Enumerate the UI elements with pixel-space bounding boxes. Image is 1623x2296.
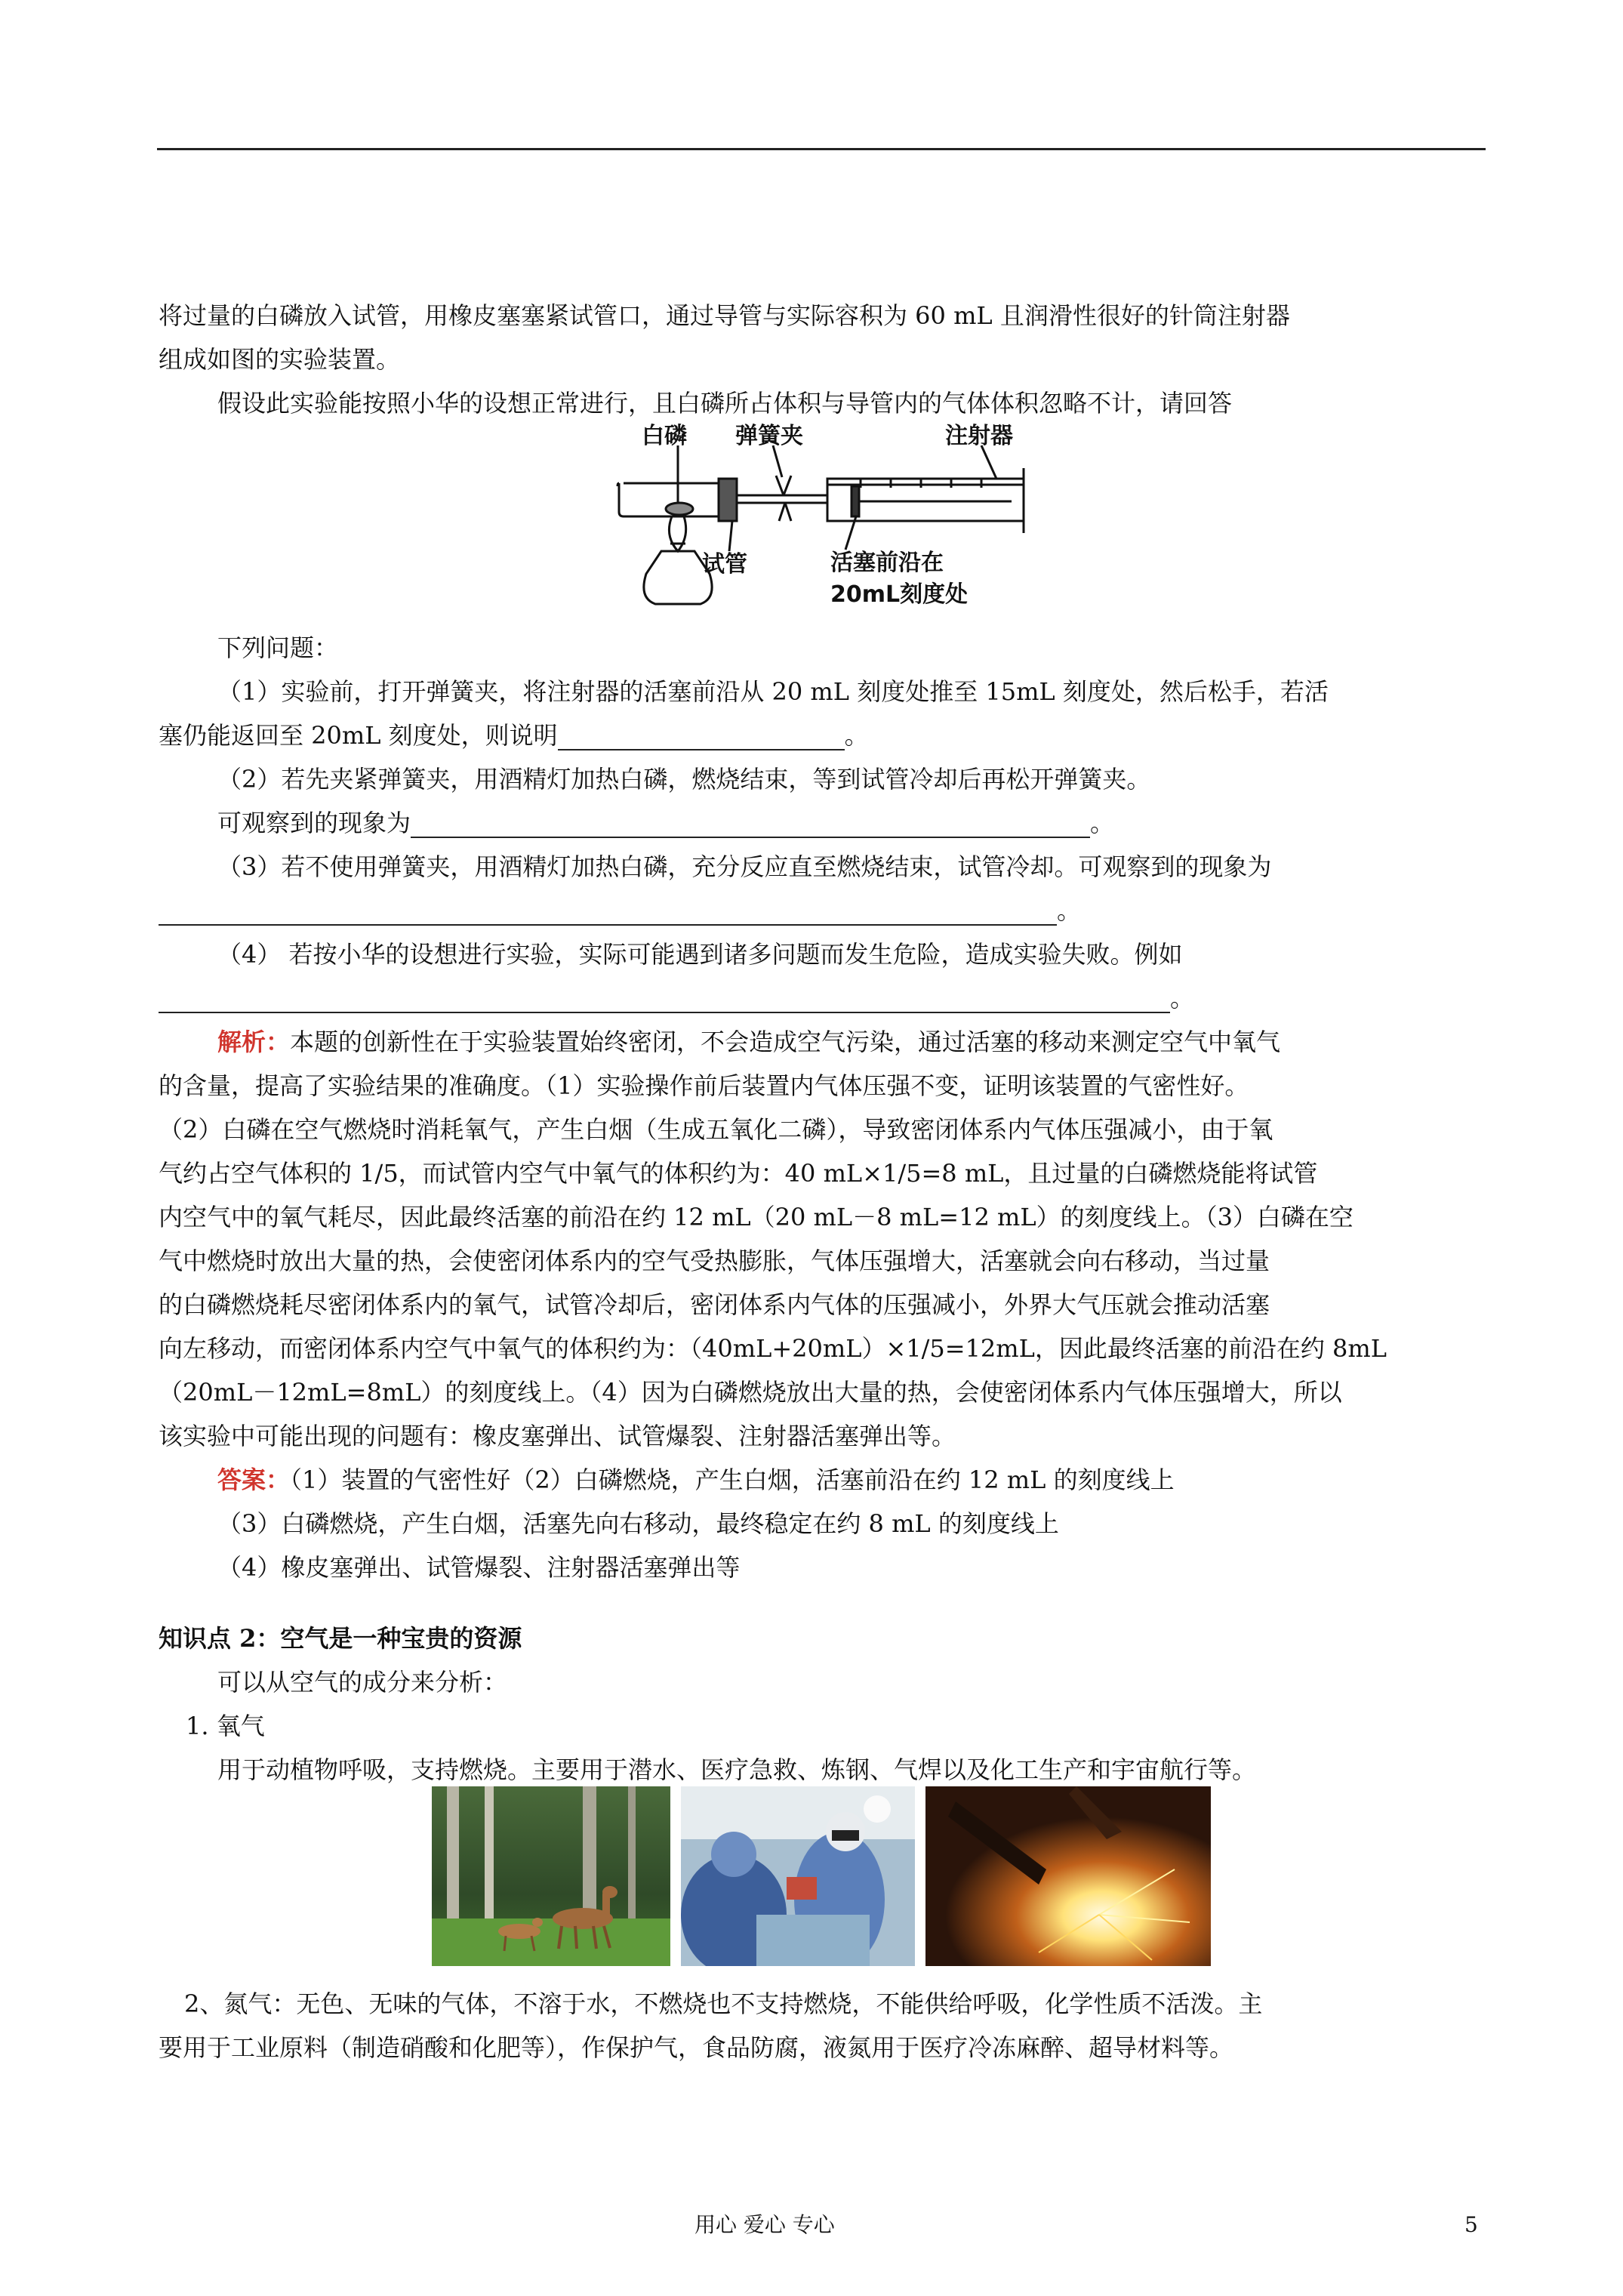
- deer-photo: [432, 1786, 670, 1966]
- welding-photo: [925, 1786, 1211, 1966]
- answer-line-2: （3）白磷燃烧，产生白烟，活塞先向右移动，最终稳定在约 8 mL 的刻度线上: [217, 1509, 1059, 1538]
- analysis-line-2: 的含量，提高了实验结果的准确度。（1）实验操作前后装置内气体压强不变，证明该装置的气密性好。: [159, 1071, 1249, 1100]
- answer-blank-1[interactable]: [558, 723, 845, 750]
- section-2-heading: 知识点 2：空气是一种宝贵的资源: [159, 1624, 522, 1653]
- question-2-text: 可观察到的现象为: [217, 809, 411, 837]
- question-2-line-2: [217, 808, 1114, 838]
- answer-line-3: （4）橡皮塞弹出、试管爆裂、注射器活塞弹出等: [217, 1553, 741, 1582]
- figure-label-spring-clip: 弹簧夹: [735, 423, 803, 449]
- figure-label-white-phosphorus: 白磷: [642, 423, 687, 449]
- analysis-line-4: 气约占空气体积的 1/5，而试管内空气中氧气的体积约为：40 mL×1/5=8 mL，且过量的白磷燃烧能将试管: [159, 1159, 1318, 1188]
- question-1-line-1: （1）实验前，打开弹簧夹，将注射器的活塞前沿从 20 mL 刻度处推至 15mL 刻度处，然后松手，若活: [217, 677, 1329, 706]
- oxygen-title: 1. 氧气: [186, 1712, 265, 1740]
- intro-line-3: 假设此实验能按照小华的设想正常进行，且白磷所占体积与导管内的气体体积忽略不计，请回答: [217, 389, 1233, 418]
- analysis-line-1: [217, 1027, 1280, 1057]
- question-3-line-1: （3）若不使用弹簧夹，用酒精灯加热白磷，充分反应直至燃烧结束，试管冷却。可观察到的现象为: [217, 852, 1272, 881]
- surgery-photo: [681, 1786, 915, 1966]
- analysis-line-8: 向左移动，而密闭体系内空气中氧气的体积约为：（40mL+20mL）×1/5=12mL，因此最终活塞的前沿在约 8mL: [159, 1334, 1387, 1363]
- figure-label-syringe: 注射器: [945, 423, 1013, 449]
- page-number: 5: [1464, 2212, 1478, 2237]
- answer-blank-2[interactable]: [411, 811, 1090, 838]
- nitrogen-line-1: 2、氮气：无色、无味的气体，不溶于水，不燃烧也不支持燃烧，不能供给呼吸，化学性质不活泼。主: [184, 1989, 1263, 2018]
- period: 。: [844, 721, 869, 750]
- analysis-line-5: 内空气中的氧气耗尽，因此最终活塞的前沿在约 12 mL（20 mL－8 mL=12 mL）的刻度线上。（3）白磷在空: [159, 1203, 1354, 1231]
- figure-label-test-tube: 试管: [702, 551, 747, 578]
- header-rule: [157, 148, 1486, 150]
- analysis-line-7: 的白磷燃烧耗尽密闭体系内的氧气，试管冷却后，密闭体系内气体的压强减小，外界大气压就会推动活塞: [159, 1290, 1270, 1319]
- question-1-line-2: [159, 720, 869, 750]
- analysis-line-6: 气中燃烧时放出大量的热，会使密闭体系内的空气受热膨胀，气体压强增大，活塞就会向右移动，当过量: [159, 1247, 1270, 1275]
- question-1-text: 塞仍能返回至 20mL 刻度处，则说明: [159, 721, 558, 750]
- period: 。: [1090, 809, 1115, 837]
- period: 。: [1057, 896, 1082, 925]
- section-2-intro: 可以从空气的成分来分析：: [217, 1668, 508, 1697]
- figure-label-plunger-2: 20mL刻度处: [830, 581, 969, 608]
- answer-blank-4[interactable]: [159, 986, 1170, 1013]
- apparatus-figure: [589, 423, 1027, 621]
- oxygen-text: 用于动植物呼吸，支持燃烧。主要用于潜水、医疗急救、炼钢、气焊以及化工生产和宇宙航行等。: [217, 1755, 1257, 1784]
- figure-label-plunger-1: 活塞前沿在: [830, 550, 944, 576]
- nitrogen-line-2: 要用于工业原料（制造硝酸和化肥等），作保护气，食品防腐，液氮用于医疗冷冻麻醉、超导材料等。: [159, 2033, 1234, 2062]
- answer-text-1: （1）装置的气密性好（2）白磷燃烧，产生白烟，活塞前沿在约 12 mL 的刻度线上: [290, 1465, 1175, 1494]
- question-2-line-1: （2）若先夹紧弹簧夹，用酒精灯加热白磷，燃烧结束，等到试管冷却后再松开弹簧夹。: [217, 765, 1151, 794]
- answer-title: 答案：: [217, 1465, 291, 1494]
- intro-line-1: 将过量的白磷放入试管，用橡皮塞塞紧试管口，通过导管与实际容积为 60 mL 且润滑性很好的针筒注射器: [159, 301, 1290, 330]
- question-4-line-2: [159, 983, 1194, 1013]
- intro-line-2: 组成如图的实验装置。: [159, 345, 401, 374]
- footer-motto: 用心 爱心 专心: [694, 2212, 835, 2237]
- analysis-line-10: 该实验中可能出现的问题有：橡皮塞弹出、试管爆裂、注射器活塞弹出等。: [159, 1422, 956, 1450]
- question-3-line-2: [159, 895, 1081, 926]
- analysis-title: 解析：: [217, 1028, 291, 1056]
- analysis-line-9: （20mL－12mL=8mL）的刻度线上。（4）因为白磷燃烧放出大量的热，会使密闭体系内气体压强增大，所以: [159, 1378, 1342, 1407]
- intro-line-4: 下列问题：: [217, 633, 339, 662]
- answer-line-1: [217, 1465, 1175, 1495]
- period: 。: [1170, 984, 1195, 1012]
- answer-blank-3[interactable]: [159, 898, 1057, 926]
- question-4-line-1: （4） 若按小华的设想进行实验，实际可能遇到诸多问题而发生危险，造成实验失败。例如: [217, 940, 1183, 969]
- analysis-line-3: （2）白磷在空气燃烧时消耗氧气，产生白烟（生成五氧化二磷），导致密闭体系内气体压强减小，由于氧: [159, 1115, 1273, 1144]
- analysis-text-1: 本题的创新性在于实验装置始终密闭，不会造成空气污染，通过活塞的移动来测定空气中氧气: [290, 1028, 1281, 1056]
